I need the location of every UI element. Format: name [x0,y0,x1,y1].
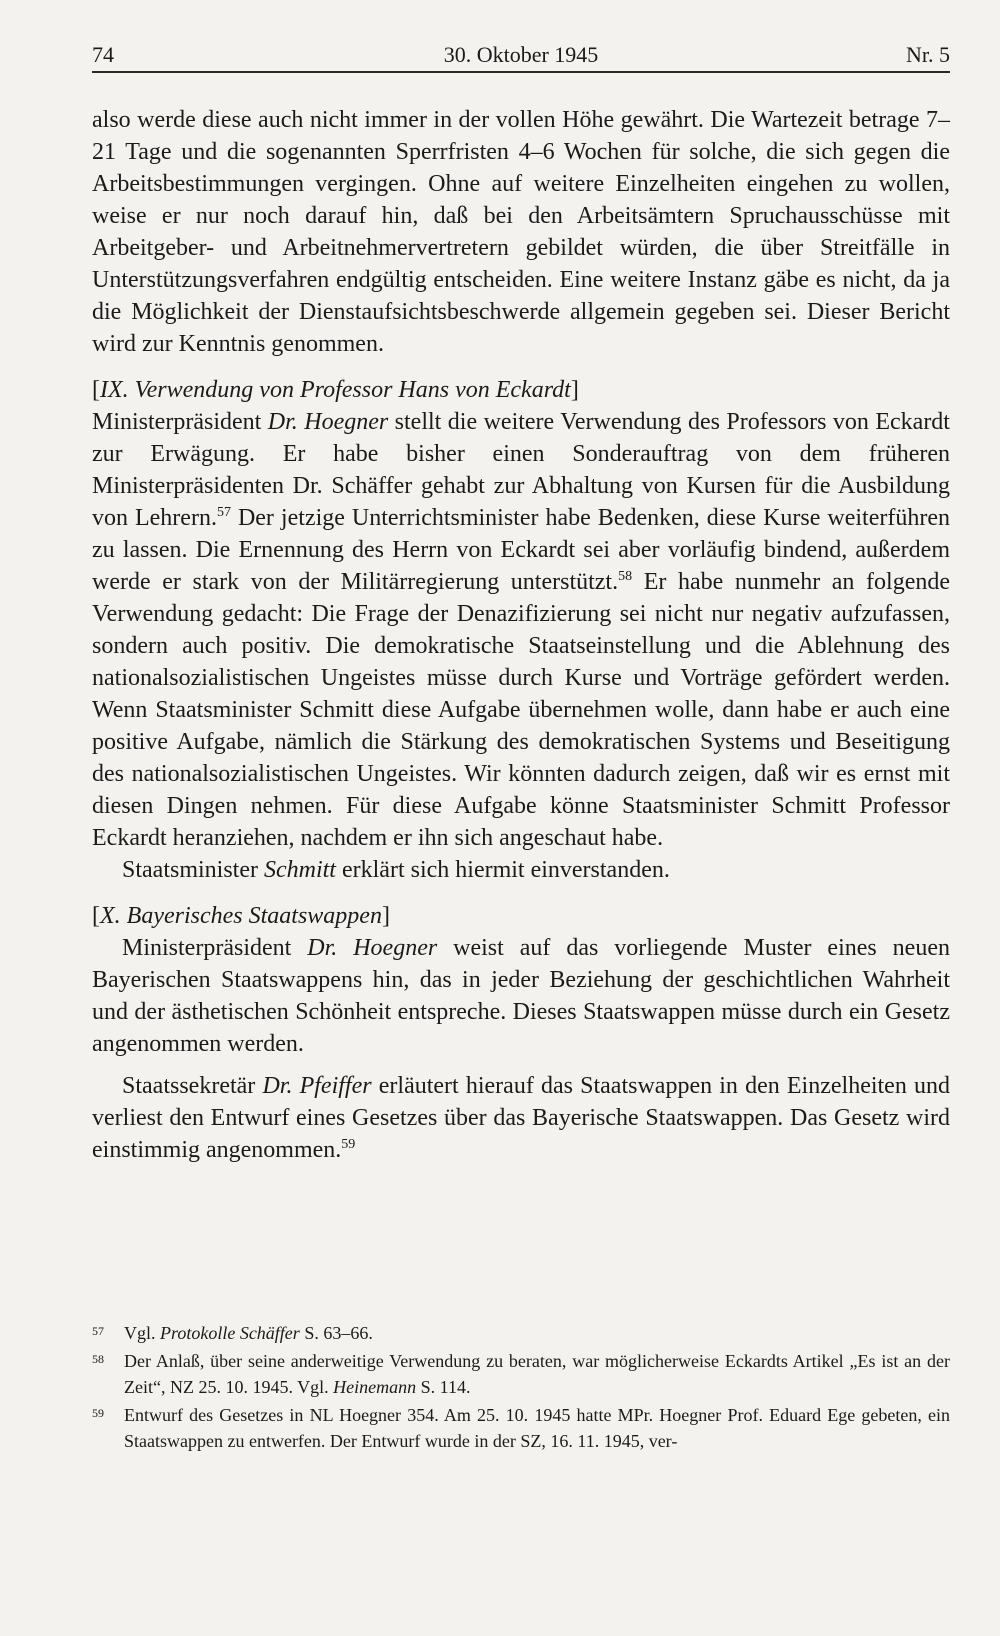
speaker-role: Staatssekretär [122,1073,263,1099]
speaker-role: Staatsminister [122,857,264,883]
footnote-ref-59[interactable]: 59 [341,1137,356,1152]
main-text [92,104,950,1166]
paragraph-pfeiffer [92,1070,950,1166]
issue-number: Nr. 5 [906,42,950,67]
paragraph-text: Der jetzige Unterrichtsminister habe Bedenken, diese Kurse weiterführen zu lassen. Die Ernennung des Herrn von Eckardt sei aber vorläufig bindend, außerdem werde er stark von der Militärregierung unterstützt. [92,505,950,595]
footnote-number: 59 [92,1406,104,1420]
paragraph-staatswappen [92,932,950,1060]
heading-bracket-open: [ [92,377,100,403]
footnote-text: Vgl. [124,1323,160,1343]
speaker-name: Schmitt [263,857,336,883]
footnote-text: S. 63–66. [299,1323,373,1343]
speaker-name: Dr. Pfeiffer [262,1073,372,1099]
page-number: 74 [92,42,114,67]
footnote-text: Entwurf des Gesetzes in NL Hoegner 354. Am 25. 10. 1945 hatte MPr. Hoegner Prof. Eduard Ege gebeten, ein Staatswappen zu entwerfen. Der Entwurf wurde in der SZ, 16. 11. 1945, ver- [124,1405,950,1451]
heading-bracket-close: ] [381,903,390,929]
header-rule [92,71,950,73]
footnote-number: 58 [92,1352,104,1366]
footnote-59 [92,1402,950,1454]
paragraph-text: erläutert hierauf das Staatswappen in den Einzelheiten und verliest den Entwurf eines Gesetzes über das Bayerische Staatswappen. Das Gesetz wird einstimmig angenommen. [92,1073,950,1163]
footnote-ref-57[interactable]: 57 [216,505,231,520]
speaker-name: Dr. Hoegner [267,409,389,435]
paragraph-schmitt [92,854,950,886]
footnote-citation: Heinemann [333,1377,417,1397]
footnote-ref-58[interactable]: 58 [618,569,633,584]
heading-bracket-close: ] [570,377,579,403]
header-date: 30. Oktober 1945 [443,42,599,67]
paragraph-eckardt [92,406,950,854]
footnote-text: Der Anlaß, über seine anderweitige Verwendung zu beraten, war möglicherweise Eckardts Artikel „Es ist an der Zeit“, NZ 25. 10. 1945. Vgl. [124,1351,950,1397]
heading-bracket-open: [ [92,903,100,929]
footnote-number: 57 [92,1324,104,1338]
footnote-58 [92,1348,950,1400]
speaker-name: Dr. Hoegner [307,935,438,961]
footnote-citation: Protokolle Schäffer [160,1323,300,1343]
footnote-57 [92,1320,950,1346]
footnotes [92,1320,950,1456]
heading-title-ix: IX. Verwendung von Professor Hans von Eckardt [100,377,571,403]
paragraph-text: erklärt sich hiermit einverstanden. [335,857,670,883]
speaker-role: Ministerpräsident [122,935,308,961]
section-heading-x [92,900,950,932]
paragraph-report-continued: also werde diese auch nicht immer in der vollen Höhe gewährt. Die Wartezeit betrage 7–21 Tage und die sogenannten Sperrfristen 4–6 Wochen für solche, die sich gegen die Arbeitsbestimmungen vergingen. Ohne auf weitere Einzelheiten eingehen zu wollen, weise er nur noch darauf hin, daß bei den Arbeitsämtern Spruchausschüsse mit Arbeitgeber- und Arbeitnehmervertretern gebildet würden, die über Streitfälle in Unterstützungsverfahren endgültig entscheiden. Eine weitere Instanz gäbe es nicht, da ja die Möglichkeit der Dienstaufsichtsbeschwerde allgemein gegeben sei. Dieser Bericht wird zur Kenntnis genommen. [92,107,950,357]
section-heading-ix [92,374,950,406]
paragraph-text: Er habe nunmehr an folgende Verwendung gedacht: Die Frage der Denazifizierung sei nicht nur negativ aufzufassen, sondern auch positiv. Die demokratische Staatseinstellung und die Ablehnung des nationalsozialistischen Ungeistes müsse durch Kurse und Vorträge gefördert werden. Wenn Staatsminister Schmitt diese Aufgabe übernehmen wolle, dann habe er auch eine positive Aufgabe, nämlich die Stärkung des demokratischen Systems und Beseitigung des nationalsozialistischen Ungeistes. Wir könnten dadurch zeigen, daß wir es ernst mit diesen Dingen nehmen. Für diese Aufgabe könne Staatsminister Schmitt Professor Eckardt heranziehen, nachdem er ihn sich angeschaut habe. [92,569,951,851]
running-header [92,38,950,72]
paragraph-text: weist auf das vorliegende Muster eines neuen Bayerischen Staatswappens hin, das in jeder Beziehung der geschichtlichen Wahrheit und der ästhetischen Schönheit entspreche. Dieses Staatswappen müsse durch ein Gesetz angenommen werden. [92,935,950,1057]
speaker-role: Ministerpräsident [92,409,268,435]
heading-title-x: X. Bayerisches Staatswappen [100,903,382,929]
paragraph-text: stellt die weitere Verwendung des Professors von Eckardt zur Erwägung. Er habe bisher einen Sonderauftrag von dem früheren Ministerpräsidenten Dr. Schäffer gehabt zur Abhaltung von Kursen für die Ausbildung von Lehrern. [92,409,950,531]
footnote-text: S. 114. [416,1377,471,1397]
